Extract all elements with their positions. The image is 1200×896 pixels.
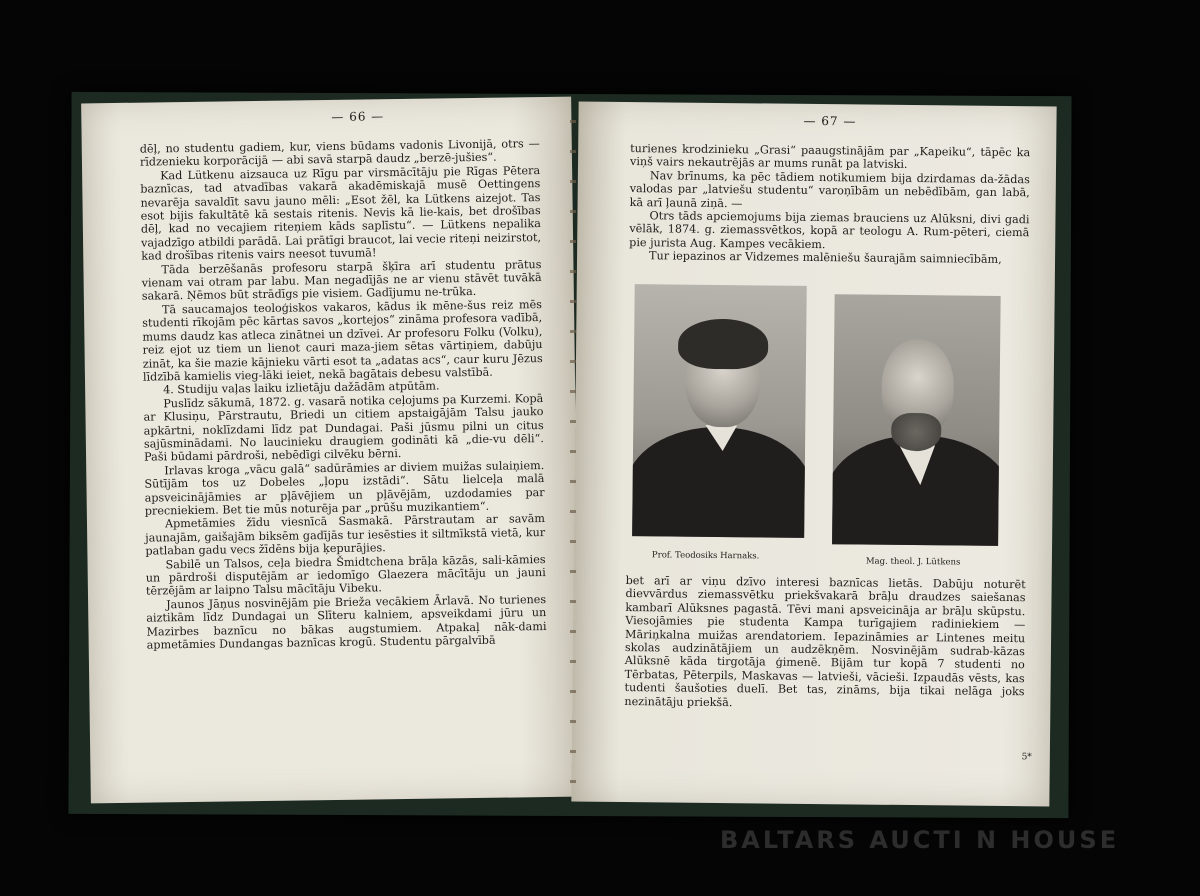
paragraph: Tur iepazinos ar Vidzemes malēniešu šaurajām saimniecībām, bbox=[648, 249, 1002, 267]
right-page-top-text bbox=[629, 142, 1030, 267]
right-page bbox=[571, 102, 1056, 807]
binding-stitch bbox=[570, 120, 576, 800]
paragraph: Puslīdz sākumā, 1872. g. vasarā notika ceļojums pa Kurzemi. Kopā ar Klusiņu, Pārstrautu, Briedi un citiem apstaigājām Talsu jauko apkārtni, noklīzdami līdz pat Dundagai. Paši jūsmu pilni un citus sajūsminādami. No laucinieku draugiem godināti kā „die-vu dēli“. Paši būdami pārdroši, nebēdīgi cilvēku bērni. bbox=[143, 391, 544, 464]
caption-harnaks: Prof. Teodosiks Harnaks. bbox=[651, 550, 760, 562]
hair-shape bbox=[678, 319, 769, 370]
paragraph: Kad Lütkenu aizsauca uz Rīgu par virsmācītāju pie Rīgas Pētera baznīcas, tad atvadības vakarā akadēmiskajā musē Oettingens nevarēja savaldīt savu jauno mēli: „Esot žēl, ka Lütkens aizejot. Tas esot bijis fakultātē kā sestais ritenis. Nevis kā lie-kais, bet drošības dēļ, kad no vecajiem riteņiem kāds saplīstu“. — Lütkens nepalika vajadzīgo atbildi parādā. Lai prātīgi braucot, lai vecie riteņi neizirstot, kad drošības ritenis vairs neesot tuvumā! bbox=[140, 163, 542, 263]
paragraph: Apmetāmies žīdu viesnīcā Sasmakā. Pārstrautam ar savām jaunajām, gaišajām biksēm gadījās tur iesēsties it siltmīkstā vietā, kur patlaban gadu vecs žīdēns bija ķepurājies. bbox=[145, 512, 546, 558]
signature-mark: 5* bbox=[1021, 752, 1032, 763]
paragraph: 4. Studiju vaļas laiku izlietāju dažādām atpūtām. bbox=[163, 379, 440, 397]
page-number: — 67 — bbox=[803, 113, 857, 129]
watermark: BALTARS AUCTI N HOUSE bbox=[720, 826, 1120, 854]
page-number: — 66 — bbox=[331, 109, 385, 124]
caption-lutkens: Mag. theol. J. Lütkens bbox=[865, 556, 961, 568]
paragraph: Tāda berzēšanās profesoru starpā šķīra arī studentu prātus vienam vai otram par labu. Man negadījās ne ar vienu stāvēt tuvākā sakarā. Ņēmos būt strādīgs pie visiem. Gadījumu ne-trūka. bbox=[141, 257, 542, 304]
paragraph: Sabilē un Talsos, ceļa biedra Šmidtchena brāļa kāzās, sali-kāmies un pārdroši disputējām ar iedomīgo Glaezera mācītāju un jauni tērzējām ar laipno Talsu mācītāju Vibeku. bbox=[145, 552, 546, 599]
left-page-text bbox=[140, 137, 547, 652]
portrait-lutkens bbox=[832, 294, 1001, 546]
paragraph: turienes krodzinieku „Grasi“ paaugstinājām par „Kapeiku“, tāpēc ka viņš vairs nekautrējās ar mums runāt pa latviski. bbox=[629, 142, 1031, 172]
right-page-bottom-text bbox=[624, 574, 1025, 712]
paragraph: bet arī ar viņu dzīvo interesi baznīcas lietās. Dabūju noturēt dievvārdus ziemassvētku priekšvakarā brāļu draudzes saiešanas kambarī Alūksnes pagastā. Tēvi mani apsveicināja ar brāļu skūpstu. Viesojāmies pie studenta Kampa turīgajiem radiniekiem — Māriņkalna muižas arendatoriem. Iepazināmies ar Lintenes meitu skolas audzinātājiem un audzēkņēm. Nosvinējām sudrab-kāzas Alūksnē kāda tirgotāja ģimenē. Bijām tur kopā 7 studenti no Tērbatas, Pēterpils, Maskavas — latvieši, vācieši. Izpaudās vēsts, kas tudenti šaušoties duelī. Bet tas, zināms, bija tikai nelāga joks nezinātāju priekšā. bbox=[624, 574, 1026, 709]
beard-shape bbox=[891, 413, 941, 452]
paragraph: Jaunos Jāņus nosvinējām pie Brieža vecākiem Ārlavā. No turienes aiztikām līdz Dundagai un Slīteru kalniem, apsveikdami jūru un Mazirbes baznīcu no bākas augstumiem. Atpakaļ nāk-dami apmetāmies Dundangas baznīcas krogū. Studentu pārgalvībā bbox=[146, 592, 547, 652]
portrait-harnaks bbox=[632, 284, 807, 538]
paragraph: Irlavas kroga „vācu galā“ sadūrāmies ar diviem muižas sulaiņiem. Sūtījām tos uz Dobeles „ļopu izstādi“. Sātu lielceļa malā apsveicinājāmies ar pļāvējiem un pļāvējām, uzdodamies par precniekiem. Bet tie mūs noturēja par „prūšu muzikantiem“. bbox=[144, 458, 545, 518]
left-page bbox=[81, 97, 581, 804]
paragraph: Tā saucamajos teoloģiskos vakaros, kādus ik mēne-šus reiz mēs studenti rīkojām pēc kārtas savos „kortejos“ zināma profesora vadībā, mums daudz kas atleca zinātnei un dzīvei. Ar profesoru Folku (Volku), reiz ejot uz tiem un lienot cauri maza-jiem sētas vārtiņiem, dabūju zināt, ka šie mazie kājnieku vārti esot ta „adatas acs“, caur kuru Jēzus līdzībā kamielis vieg-lāki ieiet, nekā bagātais debesu valstībā. bbox=[142, 297, 543, 384]
paragraph: Otrs tāds apciemojums bija ziemas brauciens uz Alūksni, divi gadi vēlāk, 1874. g. ziemassvētkos, kopā ar teologu A. Rum-pēteri, ciemā pie jurista Aug. Kampes vecākiem. bbox=[629, 209, 1030, 251]
paragraph: dēļ, no studentu gadiem, kur, viens būdams vadonis Livonijā, otrs — rīdzenieku korporācijā — abi savā starpā daudz „berzē-jušies“. bbox=[139, 137, 540, 170]
paragraph: Nav brīnums, ka pēc tādiem notikumiem bija dzirdamas da-žādas valodas par „latviešu studentu“ varoņībām un nebēdībām, gan labā, kā arī ļaunā ziņā. — bbox=[629, 169, 1030, 210]
